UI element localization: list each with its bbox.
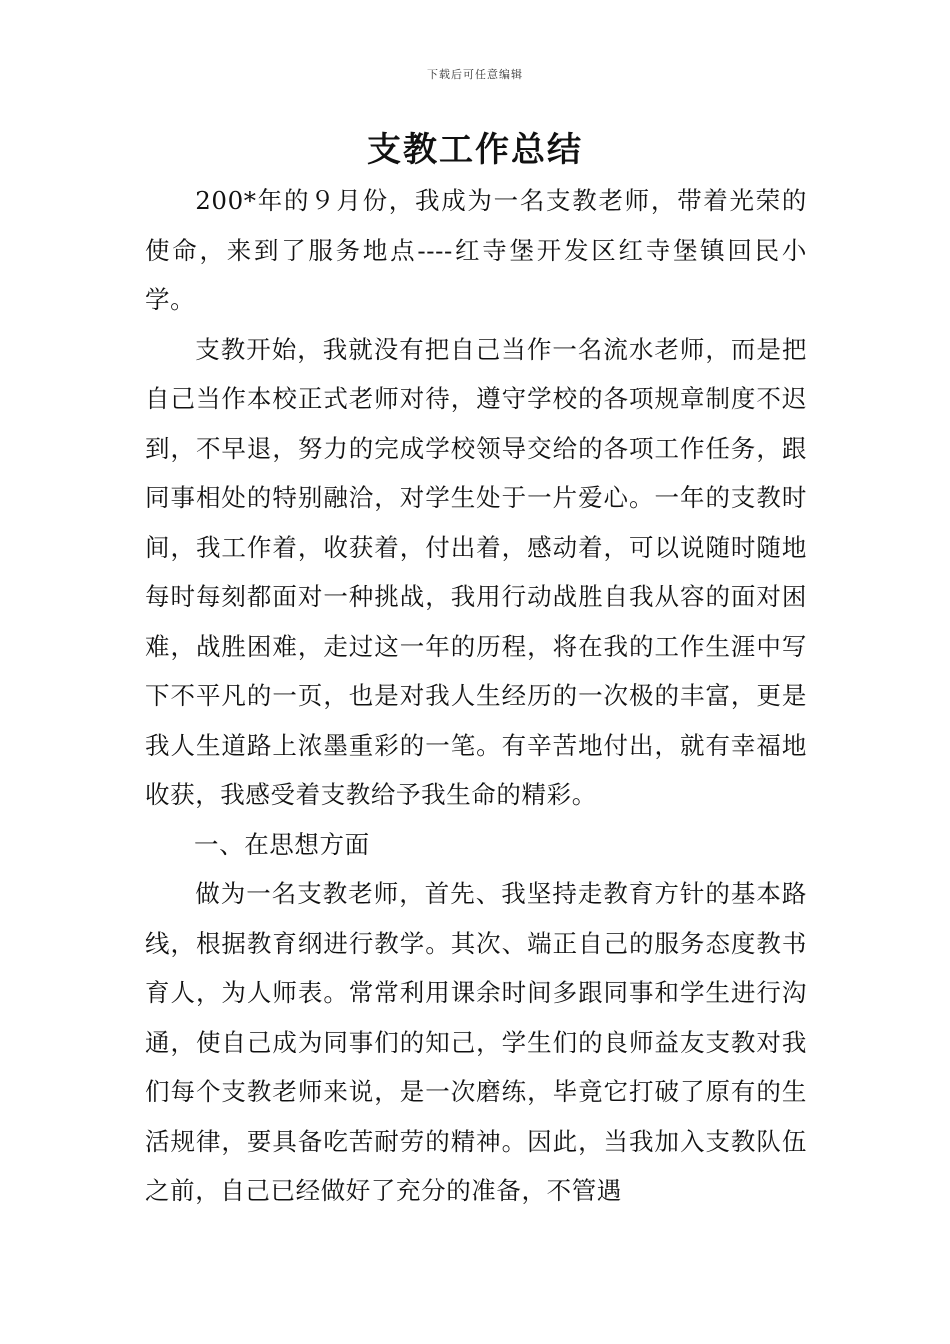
paragraph-thought: 做为一名支教老师，首先、我坚持走教育方针的基本路线，根据教育纲进行教学。其次、端正自己的服务态度教书育人，为人师表。常常利用课余时间多跟同事和学生进行沟通，使自己成为同事们的知己，学生们的良师益友支教对我们每个支教老师来说，是一次磨练，毕竟它打破了原有的生活规律，要具备吃苦耐劳的精神。因此，当我加入支教队伍之前，自己已经做好了充分的准备，不管遇 [145, 879, 807, 1205]
header-note: 下载后可任意编辑 [427, 68, 523, 81]
paragraph-overview: 支教开始，我就没有把自己当作一名流水老师，而是把自己当作本校正式老师对待，遵守学校的各项规章制度不迟到，不早退，努力的完成学校领导交给的各项工作任务，跟同事相处的特别融洽，对学生处于一片爱心。一年的支教时间，我工作着，收获着，付出着，感动着，可以说随时随地每时每刻都面对一种挑战，我用行动战胜自我从容的面对困难，战胜困难，走过这一年的历程，将在我的工作生涯中写下不平凡的一页，也是对我人生经历的一次极的丰富，更是我人生道路上浓墨重彩的一笔。有辛苦地付出，就有幸福地收获，我感受着支教给予我生命的精彩。 [145, 334, 807, 809]
document-title: 支教工作总结 [367, 130, 583, 170]
section-heading-thought: 一、在思想方面 [194, 829, 370, 859]
paragraph-intro: 200*年的９月份，我成为一名支教老师，带着光荣的使命，来到了服务地点----红寺堡开发区红寺堡镇回民小学。 [145, 186, 807, 314]
document-body [145, 176, 807, 1216]
